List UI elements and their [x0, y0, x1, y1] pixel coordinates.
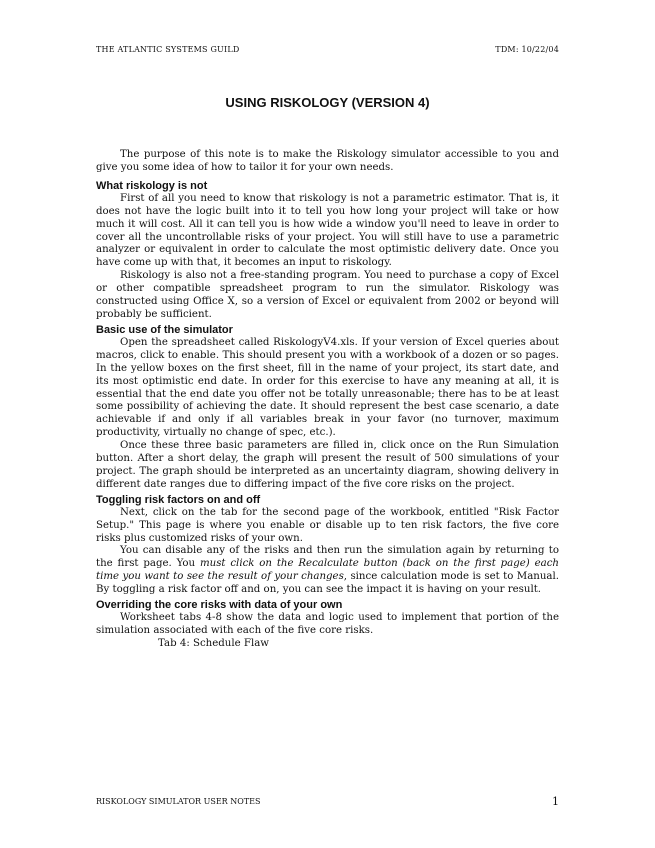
section-heading-toggling-risk-factors: Toggling risk factors on and off [96, 493, 261, 506]
document-body [96, 149, 559, 651]
emphasized-instruction: must click on the Recalculate button (back on the first page) each time you want to see the result of your changes [96, 558, 559, 583]
section-heading-basic-use: Basic use of the simulator [96, 323, 233, 336]
running-header-left: THE ATLANTIC SYSTEMS GUILD [96, 45, 240, 54]
paragraph: Worksheet tabs 4-8 show the data and logic used to implement that portion of the simulation associated with each of the five core risks. [96, 612, 559, 636]
paragraph-text: You can disable any of the risks and then run the simulation again by returning to the first page. You [96, 545, 559, 570]
section-heading-what-riskology-is-not: What riskology is not [96, 179, 208, 192]
paragraph: Open the spreadsheet called RiskologyV4.xls. If your version of Excel queries about macros, click to enable. This should present you with a workbook of a dozen or so pages. In the yellow boxes on the first sheet, fill in the name of your project, its start date, and its most optimistic end date. In order for this exercise to have any meaning at all, it is essential that the end date you offer not be totally unreasonable; there has to be at least some possibility of achieving the date. It should represent the best case scenario, a date achievable if and only if all variables break in your favor (no turnover, maximum productivity, virtually no change of spec, etc.). [96, 336, 559, 439]
running-header-right: TDM: 10/22/04 [495, 45, 559, 54]
paragraph: Riskology is also not a free-standing program. You need to purchase a copy of Excel or other compatible spreadsheet program to run the simulator. Riskology was constructed using Office X, so a version of Excel or equivalent from 2002 or beyond will probably be sufficient. [96, 270, 559, 320]
paragraph: Next, click on the tab for the second page of the workbook, entitled "Risk Factor Setup." This page is where you enable or disable up to ten risk factors, the five core risks plus customized risks of your own. [96, 506, 559, 544]
tab-label-line: Tab 4: Schedule Flaw [158, 637, 269, 649]
running-footer-left: RISKOLOGY SIMULATOR USER NOTES [96, 797, 261, 806]
intro-paragraph: The purpose of this note is to make the Riskology simulator accessible to you and give you some idea of how to tailor it for your own needs. [96, 149, 559, 173]
paragraph [96, 545, 559, 597]
page-number: 1 [552, 795, 559, 808]
paragraph: First of all you need to know that riskology is not a parametric estimator. That is, it does not have the logic built into it to tell you how long your project will take or how much it will cost. All it can tell you is how wide a window you'll need to leave in order to cover all the uncontrollable risks of your project. You will still have to use a parametric analyzer or equivalent in order to calculate the most optimistic delivery date. Once you have come up with that, it becomes an input to riskology. [96, 192, 559, 269]
document-title: USING RISKOLOGY (VERSION 4) [225, 95, 430, 110]
section-heading-overriding-core-risks: Overriding the core risks with data of your own [96, 599, 343, 612]
paragraph: Once these three basic parameters are filled in, click once on the Run Simulation button. After a short delay, the graph will present the result of 500 simulations of your project. The graph should be interpreted as an uncertainty diagram, showing delivery in different date ranges due to differing impact of the five core risks on the project. [96, 440, 559, 490]
paragraph-text: , since calculation mode is set to Manual. By toggling a risk factor off and on, you can see the impact it is having on your result. [96, 571, 559, 596]
